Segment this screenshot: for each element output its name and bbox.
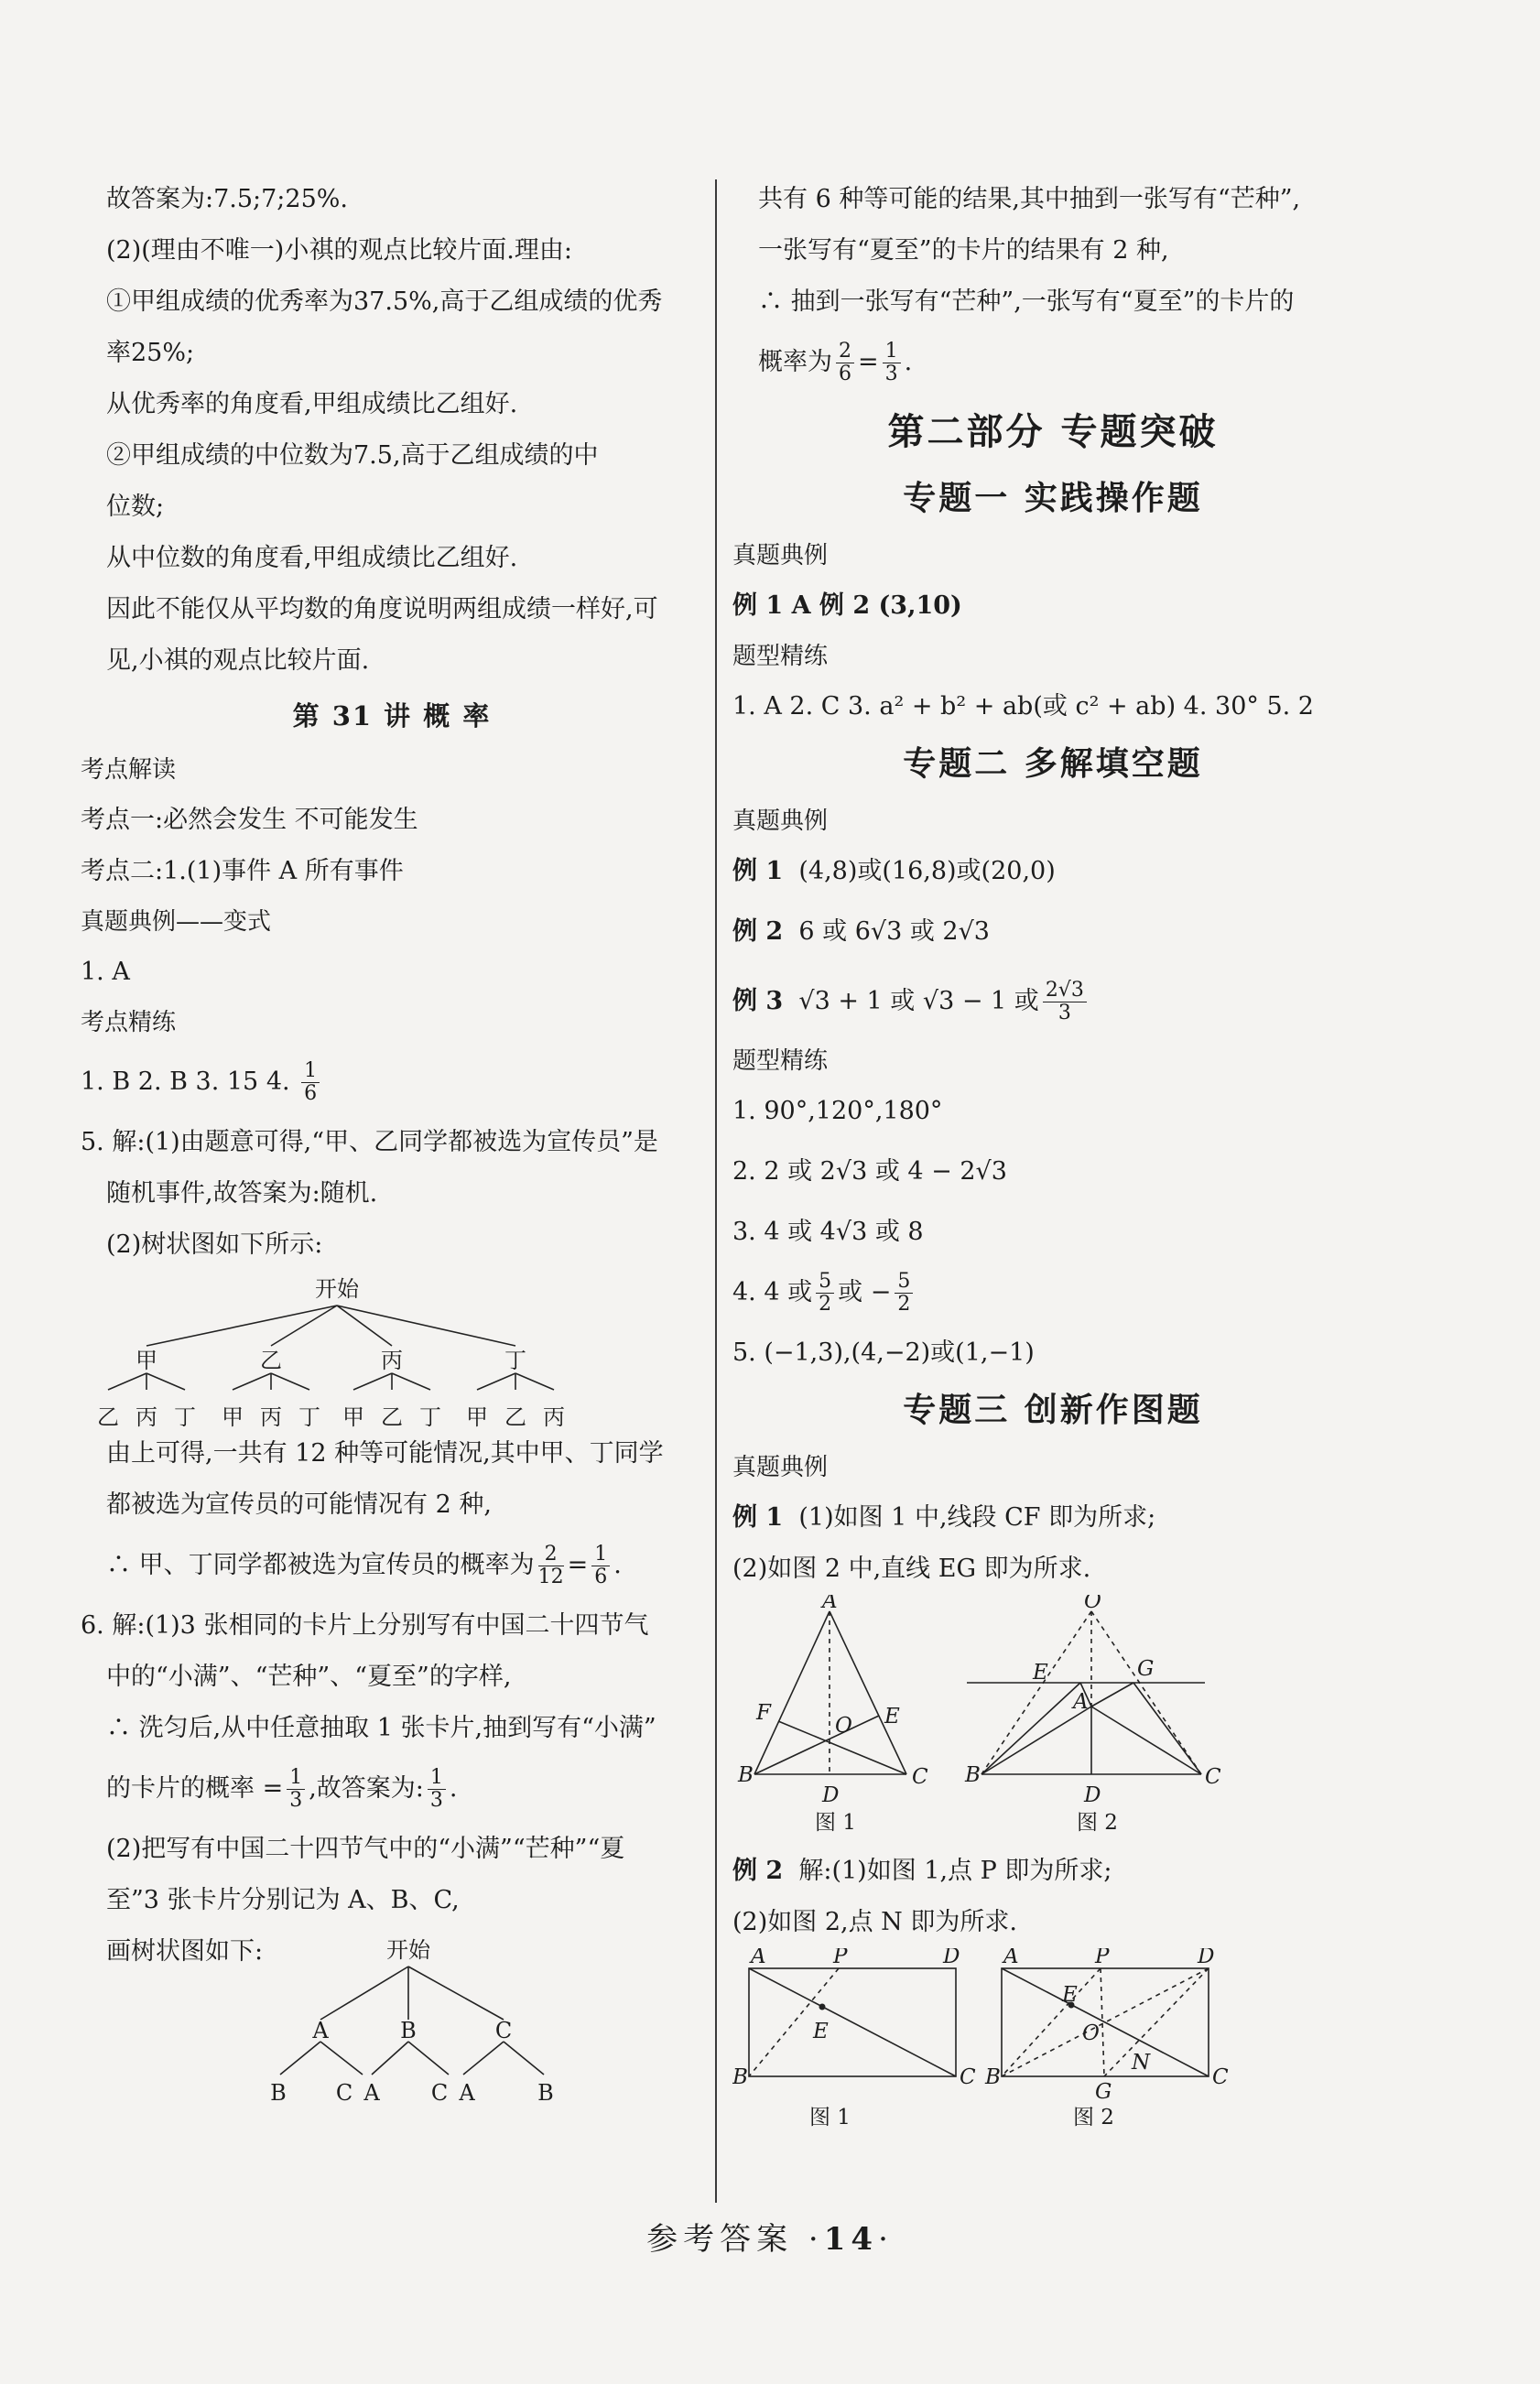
fraction (816, 1271, 834, 1316)
denominator: 6 (594, 1566, 608, 1588)
text-line: 一张写有“夏至”的卡片的结果有 2 种, (758, 236, 1169, 265)
equals-sign: = (567, 1551, 589, 1579)
point-label: D (943, 1948, 960, 1968)
tree-leaf: 丁 (174, 1404, 196, 1430)
section-heading: 题型精练 (732, 643, 829, 670)
section-heading: 题型精练 (732, 1047, 829, 1075)
tree-leaves-1 (81, 1399, 703, 1428)
section-heading: 真题典例 (732, 807, 829, 835)
tree-node: C (494, 2018, 513, 2043)
tree-leaf: 乙 (504, 1404, 526, 1430)
example-line (732, 967, 1373, 1036)
line-text: 的卡片的概率 = (106, 1774, 284, 1803)
period: . (449, 1774, 458, 1803)
figure-caption: 图 1 (815, 1811, 856, 1835)
point-label: C (1212, 2065, 1229, 2089)
denominator: 2 (897, 1293, 911, 1316)
example-text: 解:(1)如图 1,点 P 即为所求; (798, 1857, 1112, 1885)
tree-node: 丁 (504, 1348, 526, 1373)
denominator: 3 (884, 363, 898, 385)
text-line: ∴ 抽到一张写有“芒种”,一张写有“夏至”的卡片的 (758, 287, 1295, 316)
page-number: 14 (823, 2221, 879, 2258)
text-line: 至”3 张卡片分别记为 A、B、C, (106, 1886, 460, 1914)
example-line: 例 1 A 例 2 (3,10) (732, 591, 962, 620)
text-line: 画树状图如下: (106, 1937, 264, 1966)
point-label: B (732, 2065, 748, 2089)
period: . (613, 1551, 622, 1579)
tree-node: 甲 (136, 1348, 157, 1373)
point-label: F (756, 1701, 771, 1725)
denominator: 12 (537, 1566, 564, 1588)
text-line: 故答案为:7.5;7;25%. (106, 185, 349, 213)
answer-line: 3. 4 或 4√3 或 8 (732, 1218, 924, 1246)
text-line: 位数; (106, 493, 165, 521)
text-line: (2)如图 2,点 N 即为所求. (732, 1908, 1017, 1936)
point-label: A (1073, 1690, 1089, 1714)
text-line: 5. 解:(1)由题意可得,“甲、乙同学都被选为宣传员”是 (81, 1128, 658, 1156)
numerator: 1 (428, 1767, 446, 1790)
answer-line: 1. A 2. C 3. a² + b² + ab(或 c² + ab) 4. 30° 5. 2 (732, 692, 1314, 721)
footer-dot: · (878, 2221, 894, 2258)
point-label: P (833, 1948, 848, 1968)
section-heading: 真题典例——变式 (81, 908, 272, 936)
tree-leaf: 乙 (381, 1404, 403, 1430)
fraction (895, 1271, 913, 1316)
point-label: C (912, 1765, 928, 1789)
numerator: 5 (816, 1271, 834, 1294)
point-marker (819, 2004, 826, 2010)
rectangle-figures (732, 1948, 1373, 2131)
example-label: 例 1 (732, 1503, 784, 1532)
probability-line (732, 328, 1373, 397)
tree-node: B (400, 2018, 417, 2043)
numerator: 2 (836, 341, 854, 363)
page-footer (0, 2214, 1540, 2259)
tree-leaf: 甲 (466, 1404, 488, 1430)
section-heading: 真题典例 (732, 1454, 829, 1481)
example-text: (1)如图 1 中,线段 CF 即为所求; (798, 1503, 1156, 1532)
tree-leaf: 甲 (222, 1404, 244, 1430)
period: . (904, 348, 913, 376)
tree-leaf: 丁 (419, 1404, 441, 1430)
denominator: 3 (289, 1789, 303, 1812)
footer-label: 参考答案 (646, 2221, 794, 2258)
tree-leaf: 丁 (298, 1404, 320, 1430)
text-line: 因此不能仅从平均数的角度说明两组成绩一样好,可 (106, 595, 658, 623)
tree-leaf: 丙 (543, 1404, 565, 1430)
lecture-title: 第 31 讲 概 率 (292, 700, 492, 731)
point-label: A (822, 1595, 838, 1613)
answer-line (81, 1047, 703, 1117)
point-label: D (822, 1783, 840, 1807)
point-label: C (960, 2065, 976, 2089)
tree-leaf: A (363, 2080, 380, 2106)
numerator: 1 (287, 1767, 305, 1790)
example-line (732, 1846, 1373, 1897)
tree-leaf: 丙 (260, 1404, 282, 1430)
point-label: O (835, 1714, 852, 1738)
column-divider (715, 179, 717, 2203)
text-line: ①甲组成绩的优秀率为37.5%,高于乙组成绩的优秀 (106, 287, 663, 316)
fraction (301, 1060, 320, 1105)
topic-title: 专题二 多解填空题 (903, 745, 1203, 783)
example-answer: (4,8)或(16,8)或(20,0) (798, 857, 1056, 885)
answer-text: 1. B 2. B 3. 15 4. (81, 1067, 290, 1096)
text-line: ∴ 洗匀后,从中任意抽取 1 张卡片,抽到写有“小满” (106, 1714, 656, 1742)
text-line: 都被选为宣传员的可能情况有 2 种, (106, 1490, 492, 1519)
figure-caption: 图 2 (1073, 2106, 1114, 2129)
figure-caption: 图 1 (809, 2106, 851, 2129)
point-label: B (965, 1763, 981, 1787)
footer-dot: · (808, 2221, 824, 2258)
tree-node: A (312, 2018, 329, 2043)
section-heading: 考点解读 (81, 756, 177, 784)
numerator: 1 (301, 1060, 320, 1083)
answer-line (732, 1258, 1373, 1327)
point-label: A (1003, 1948, 1019, 1968)
text-line: (2)把写有中国二十四节气中的“小满”“芒种”“夏 (106, 1835, 625, 1863)
line-text: ,故答案为: (309, 1774, 424, 1803)
fraction (883, 341, 901, 385)
text-line: 率25%; (106, 339, 195, 367)
denominator: 6 (304, 1082, 318, 1105)
tree-node: 丙 (381, 1348, 403, 1373)
denominator: 6 (839, 363, 851, 385)
right-column (732, 174, 1373, 2135)
text-line: ②甲组成绩的中位数为7.5,高于乙组成绩的中 (106, 441, 599, 470)
section-heading: 真题典例 (732, 542, 829, 569)
tree-leaf: B (537, 2080, 554, 2106)
tree-leaf: 乙 (97, 1404, 119, 1430)
tree-root: 开始 (386, 1937, 430, 1963)
point-label: B (985, 2065, 1001, 2089)
text-line: 见,小祺的观点比较片面. (106, 646, 370, 675)
line-text: ∴ 甲、丁同学都被选为宣传员的概率为 (106, 1551, 535, 1579)
fraction (836, 341, 854, 385)
point-label: O (1084, 1595, 1101, 1613)
equals-sign: = (858, 348, 879, 376)
fraction (538, 1544, 564, 1588)
point-label: E (884, 1705, 900, 1728)
point-label: C (1205, 1765, 1221, 1789)
answer-text: 4. 4 或 (732, 1278, 813, 1306)
example-label: 例 2 (732, 917, 784, 946)
figure-caption: 图 2 (1077, 1811, 1118, 1835)
example-answer: √3 + 1 或 √3 − 1 或 (798, 987, 1039, 1015)
point-label: E (1062, 1983, 1078, 2007)
fraction (287, 1767, 305, 1812)
example-answer: 6 或 6√3 或 2√3 (798, 917, 990, 946)
probability-line (81, 1754, 703, 1824)
text-line: 考点二:1.(1)事件 A 所有事件 (81, 857, 404, 885)
denominator: 2 (819, 1293, 832, 1316)
point-label: P (1095, 1948, 1110, 1968)
tree-leaf: 丙 (136, 1404, 157, 1430)
tree-root: 开始 (315, 1276, 359, 1302)
point-label: D (1198, 1948, 1215, 1968)
example-label: 例 1 (732, 857, 784, 885)
example-line (732, 897, 1373, 967)
numerator: 2 (538, 1544, 564, 1566)
example-label: 例 2 (732, 1857, 784, 1885)
tree-leaf: A (459, 2080, 475, 2106)
text-line: 从优秀率的角度看,甲组成绩比乙组好. (106, 390, 518, 418)
numerator: 5 (895, 1271, 913, 1294)
text-line: (2)如图 2 中,直线 EG 即为所求. (732, 1555, 1091, 1583)
text-line: 共有 6 种等可能的结果,其中抽到一张写有“芒种”, (758, 185, 1301, 213)
point-label: B (738, 1763, 754, 1787)
line-text: 概率为 (758, 348, 832, 376)
point-label: E (1033, 1661, 1048, 1685)
point-label: D (1084, 1783, 1101, 1807)
topic-title: 专题一 实践操作题 (903, 480, 1203, 517)
example-line (732, 846, 1373, 897)
denominator: 3 (429, 1789, 443, 1812)
numerator: 1 (883, 341, 901, 363)
text-line: 随机事件,故答案为:随机. (106, 1179, 378, 1208)
fraction (591, 1544, 610, 1588)
fraction (428, 1767, 446, 1812)
tree-leaf: B (270, 2080, 287, 2106)
example-label: 例 3 (732, 987, 784, 1015)
text-line: (2)(理由不唯一)小祺的观点比较片面.理由: (106, 236, 572, 265)
numerator: 2√3 (1043, 980, 1087, 1002)
point-label: G (1095, 2080, 1112, 2104)
tree-leaf: 甲 (342, 1404, 364, 1430)
tree-diagram-1 (81, 1271, 703, 1408)
text-line: 考点一:必然会发生 不可能发生 (81, 806, 418, 834)
numerator: 1 (591, 1544, 610, 1566)
answer-text: 或 − (838, 1278, 892, 1306)
text-line: 中的“小满”、“芒种”、“夏至”的字样, (106, 1663, 512, 1691)
answer-line: 2. 2 或 2√3 或 4 − 2√3 (732, 1157, 1007, 1186)
part-title: 第二部分 专题突破 (887, 411, 1219, 453)
text-line: (2)树状图如下所示: (106, 1230, 323, 1259)
point-label: O (1082, 2021, 1100, 2045)
point-label: N (1132, 2051, 1151, 2075)
tree-leaf: C (335, 2080, 353, 2106)
text-line: 由上可得,一共有 12 种等可能情况,其中甲、丁同学 (106, 1439, 664, 1468)
answer-line: 1. 90°,120°,180° (732, 1097, 943, 1125)
text-line: 6. 解:(1)3 张相同的卡片上分别写有中国二十四节气 (81, 1611, 649, 1640)
triangle-figures (732, 1595, 1373, 1842)
probability-line (81, 1531, 703, 1600)
section-heading: 考点精练 (81, 1009, 177, 1036)
topic-title: 专题三 创新作图题 (903, 1392, 1203, 1429)
answer-line: 5. (−1,3),(4,−2)或(1,−1) (732, 1338, 1035, 1367)
point-label: G (1137, 1657, 1155, 1681)
point-label: E (813, 2020, 829, 2043)
tree-leaf: C (430, 2080, 449, 2106)
text-line: 从中位数的角度看,甲组成绩比乙组好. (106, 544, 518, 572)
fraction (1043, 980, 1087, 1024)
example-line (732, 1492, 1373, 1544)
text-line: 1. A (81, 958, 130, 986)
point-label: A (751, 1948, 766, 1968)
left-column (81, 174, 703, 2117)
denominator: 3 (1057, 1002, 1071, 1024)
tree-node: 乙 (260, 1348, 282, 1373)
